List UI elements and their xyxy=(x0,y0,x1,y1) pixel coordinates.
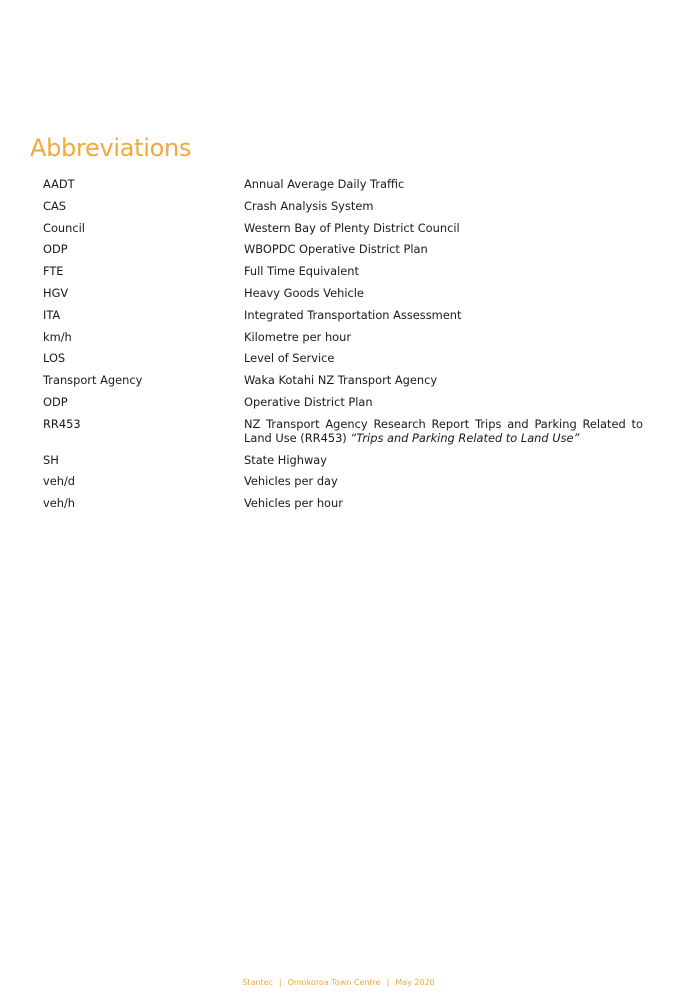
table-row xyxy=(43,264,643,286)
footer-company: Stantec xyxy=(242,978,273,987)
abbreviation-definition: Heavy Goods Vehicle xyxy=(244,285,364,300)
footer-separator: | xyxy=(278,978,282,987)
table-row xyxy=(43,177,643,199)
abbreviation-term: ODP xyxy=(43,242,68,257)
abbreviation-term: ITA xyxy=(43,307,61,322)
table-row xyxy=(43,373,643,395)
abbreviation-term: SH xyxy=(43,452,59,467)
footer-date: May 2020 xyxy=(395,978,435,987)
abbreviation-term: veh/h xyxy=(43,496,76,511)
abbreviation-definition: Vehicles per hour xyxy=(244,496,343,511)
table-row xyxy=(43,453,643,475)
abbreviation-definition: Vehicles per day xyxy=(244,474,338,489)
table-row xyxy=(43,242,643,264)
abbreviation-definition: Waka Kotahi NZ Transport Agency xyxy=(244,373,438,388)
abbreviation-term: HGV xyxy=(43,285,69,300)
abbreviation-definition-italic: “Trips and Parking Related to Land Use” xyxy=(350,430,580,445)
abbreviation-term: Transport Agency xyxy=(43,373,143,388)
table-row xyxy=(43,199,643,221)
abbreviation-definition: State Highway xyxy=(244,452,327,467)
abbreviations-table xyxy=(43,177,643,518)
footer-separator: | xyxy=(386,978,390,987)
page-title: Abbreviations xyxy=(30,134,192,162)
page-footer xyxy=(0,978,677,987)
abbreviation-definition: Western Bay of Plenty District Council xyxy=(244,220,460,235)
abbreviation-definition: Level of Service xyxy=(244,351,335,366)
abbreviation-term: FTE xyxy=(43,264,64,279)
abbreviation-term: km/h xyxy=(43,329,72,344)
abbreviation-term: LOS xyxy=(43,351,66,366)
abbreviation-definition: Integrated Transportation Assessment xyxy=(244,307,462,322)
abbreviation-definition: Full Time Equivalent xyxy=(244,264,359,279)
abbreviation-definition-text: NZ Transport Agency Research Report Trips and Parking Related to Land Use (RR453) xyxy=(244,416,643,445)
abbreviation-term: AADT xyxy=(43,177,75,191)
table-row xyxy=(43,395,643,417)
footer-project: Omokoroa Town Centre xyxy=(287,978,381,987)
table-row xyxy=(43,351,643,373)
abbreviation-term: ODP xyxy=(43,394,68,409)
abbreviation-term: veh/d xyxy=(43,474,76,489)
abbreviation-term: RR453 xyxy=(43,416,81,431)
abbreviation-definition: Operative District Plan xyxy=(244,394,373,409)
table-row xyxy=(43,308,643,330)
abbreviation-definition: Annual Average Daily Traffic xyxy=(244,177,405,191)
table-row xyxy=(43,221,643,243)
table-row xyxy=(43,286,643,308)
abbreviation-definition: Crash Analysis System xyxy=(244,198,374,213)
table-row xyxy=(43,417,643,453)
abbreviation-term: CAS xyxy=(43,198,66,213)
abbreviation-definition: WBOPDC Operative District Plan xyxy=(244,242,428,257)
abbreviation-term: Council xyxy=(43,220,85,235)
abbreviation-definition xyxy=(244,417,643,453)
table-row xyxy=(43,496,643,518)
abbreviation-definition: Kilometre per hour xyxy=(244,329,352,344)
table-row xyxy=(43,330,643,352)
table-row xyxy=(43,474,643,496)
